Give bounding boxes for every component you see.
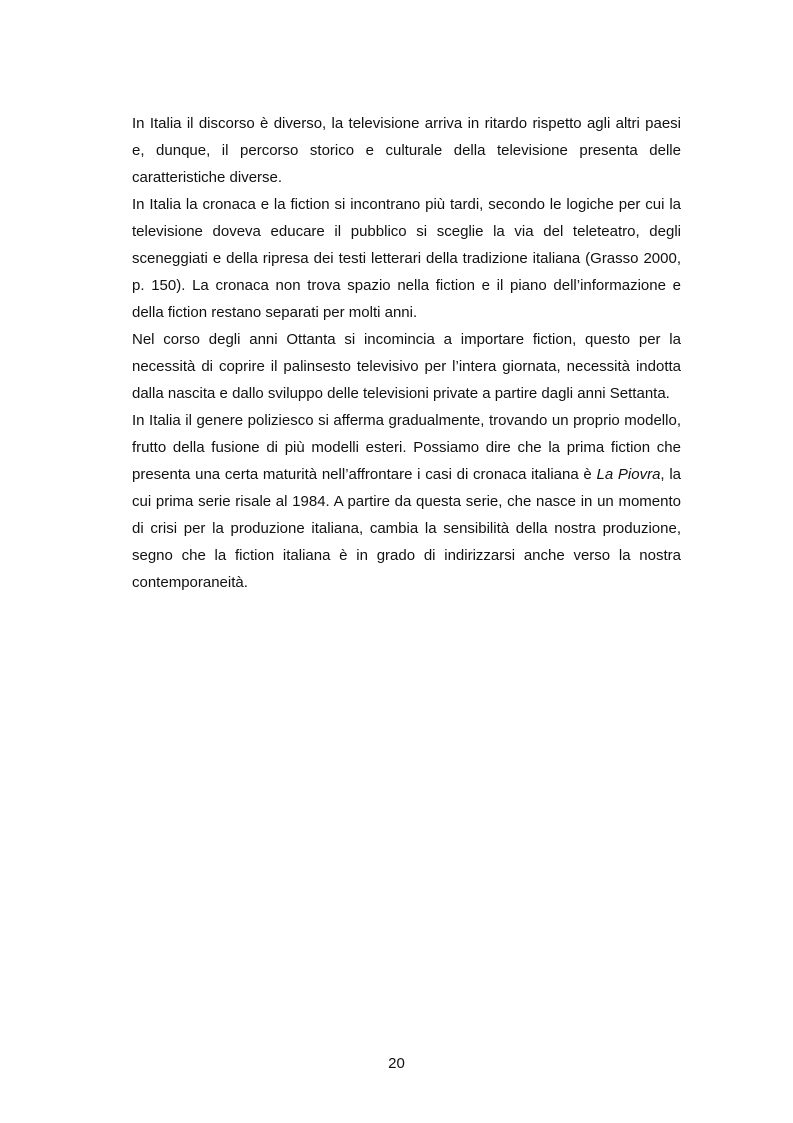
paragraph-4-after: , la cui prima serie risale al 1984. A partire da questa serie, che nasce in un momento di crisi per la produzione italiana, cambia la sensibilità della nostra produzione, segno che la fiction italiana è in grado di indirizzarsi anche verso la nostra contemporaneità. [132,466,681,591]
paragraph-3: Nel corso degli anni Ottanta si incomincia a importare fiction, questo per la necessità di coprire il palinsesto televisivo per l’intera giornata, necessità indotta dalla nascita e dallo sviluppo delle televisioni private a partire dagli anni Settanta. [132,331,681,402]
paragraph-4 [132,407,681,596]
work-title: La Piovra [596,466,661,483]
paragraph-4-before: In Italia il genere poliziesco si afferma gradualmente, trovando un proprio modello, frutto della fusione di più modelli esteri. Possiamo dire che la prima fiction che presenta una certa maturità nell’affrontare i casi di cronaca italiana è [132,412,681,483]
body-text [132,110,681,596]
page-number: 20 [388,1055,405,1072]
paragraph-1: In Italia il discorso è diverso, la televisione arriva in ritardo rispetto agli altri paesi e, dunque, il percorso storico e culturale della televisione presenta delle caratteristiche diverse. [132,115,681,186]
paragraph-2: In Italia la cronaca e la fiction si incontrano più tardi, secondo le logiche per cui la televisione doveva educare il pubblico si sceglie la via del teleteatro, degli sceneggiati e della ripresa dei testi letterari della tradizione italiana (Grasso 2000, p. 150). La cronaca non trova spazio nella fiction e il piano dell’informazione e della fiction restano separati per molti anni. [132,196,681,321]
